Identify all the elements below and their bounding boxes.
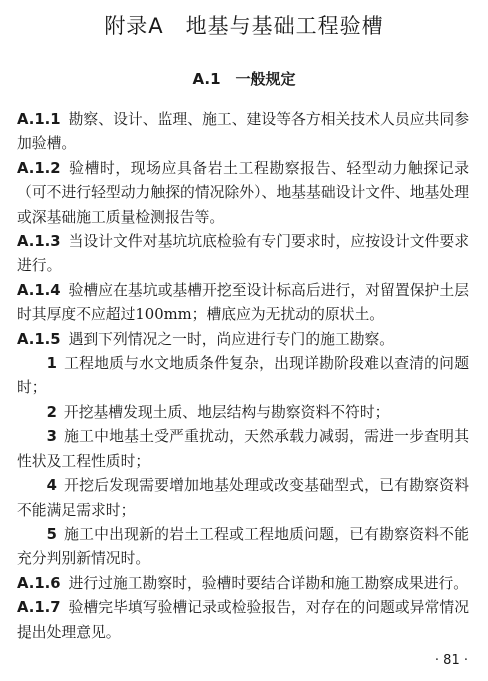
clause-number: A.1.4 <box>17 281 61 299</box>
clause-number: A.1.7 <box>17 599 61 617</box>
clause-paragraph <box>17 108 469 157</box>
item-number: 3 <box>46 428 57 446</box>
list-item <box>17 474 469 523</box>
clause-number: A.1.1 <box>17 111 61 128</box>
item-number: 1 <box>46 355 57 373</box>
item-number: 2 <box>46 403 57 421</box>
clause-paragraph <box>17 157 469 230</box>
clause-text: 验槽应在基坑或基槽开挖至设计标高后进行，对留置保护土层时其厚度不应超过100mm；槽底应为无扰动的原状土。 <box>17 281 469 324</box>
page-number: · 81 · <box>434 653 468 668</box>
appendix-title: 附录A 地基与基础工程验槽 <box>104 14 384 38</box>
item-number: 5 <box>46 525 57 543</box>
clause-paragraph <box>17 279 469 328</box>
item-text: 开挖后发现需要增加地基处理或改变基础型式，已有勘察资料不能满足需求时； <box>17 477 469 519</box>
list-item <box>17 352 469 401</box>
clause-text: 勘察、设计、监理、施工、建设等各方相关技术人员应共同参加验槽。 <box>17 111 469 153</box>
item-text: 施工中出现新的岩土工程或工程地质问题，已有勘察资料不能充分判别新情况时。 <box>17 525 469 568</box>
clause-number: A.1.2 <box>17 159 61 177</box>
document-body <box>17 108 469 645</box>
clause-paragraph <box>17 596 469 645</box>
item-text: 工程地质与水文地质条件复杂，出现详勘阶段难以查清的问题时； <box>17 355 469 397</box>
clause-text: 验槽时，现场应具备岩土工程勘察报告、轻型动力触探记录（可不进行轻型动力触探的情况除外）、地基基础设计文件、地基处理或深基础施工质量检测报告等。 <box>17 159 469 226</box>
list-item <box>17 425 469 474</box>
clause-text: 当设计文件对基坑坑底检验有专门要求时，应按设计文件要求进行。 <box>17 233 469 275</box>
clause-number: A.1.3 <box>17 233 61 251</box>
clause-text: 进行过施工勘察时，验槽时要结合详勘和施工勘察成果进行。 <box>68 574 469 592</box>
clause-paragraph <box>17 328 469 352</box>
item-text: 施工中地基土受严重扰动，天然承载力减弱，需进一步查明其性状及工程性质时； <box>17 428 469 470</box>
clause-text: 验槽完毕填写验槽记录或检验报告，对存在的问题或异常情况提出处理意见。 <box>17 599 469 641</box>
clause-number: A.1.6 <box>17 574 61 592</box>
clause-text: 遇到下列情况之一时，尚应进行专门的施工勘察。 <box>68 330 395 348</box>
item-text: 开挖基槽发现土质、地层结构与勘察资料不符时； <box>63 403 390 421</box>
list-item <box>17 523 469 572</box>
clause-paragraph <box>17 230 469 279</box>
list-item <box>17 401 469 425</box>
item-number: 4 <box>46 477 57 495</box>
section-heading: A.1 一般规定 <box>192 70 296 88</box>
clause-number: A.1.5 <box>17 330 61 348</box>
clause-paragraph <box>17 572 469 596</box>
